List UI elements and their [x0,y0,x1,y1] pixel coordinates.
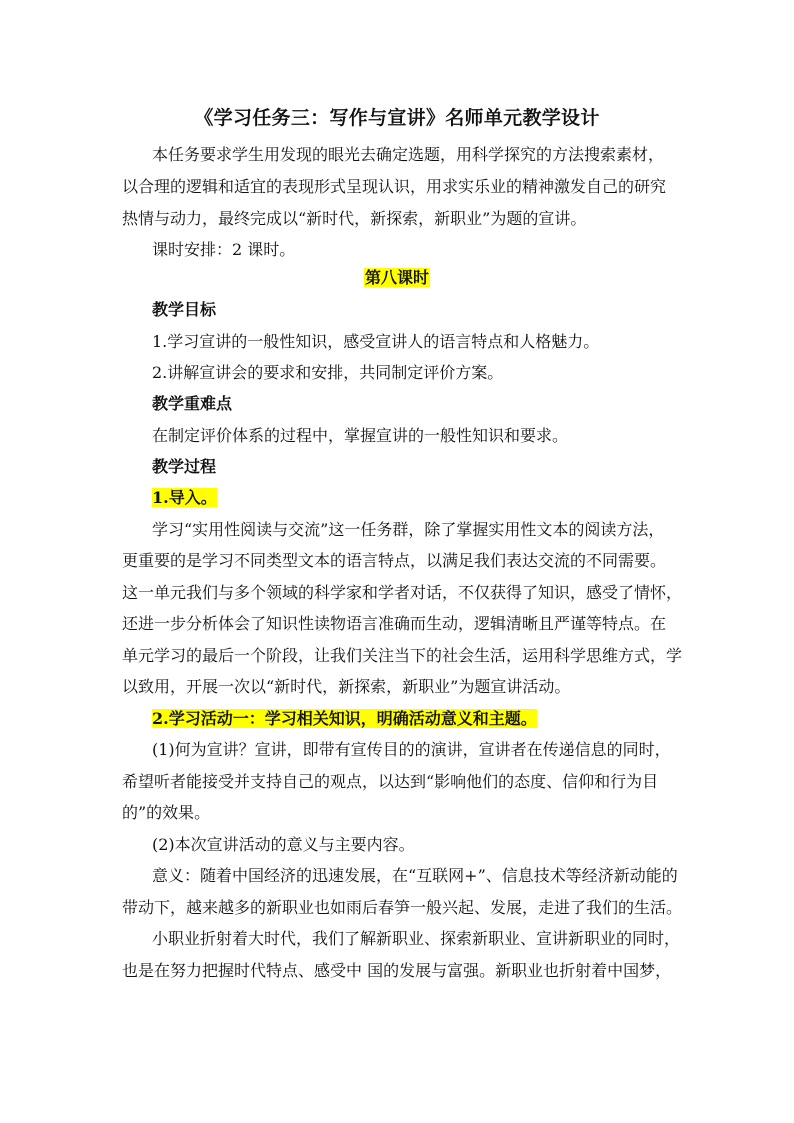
step1-line-6: 以致用，开展一次以“新时代，新探索，新职业”为题宣讲活动。 [122,677,571,696]
intro-line-2: 以合理的逻辑和适宜的表现形式呈现认识，用求实乐业的精神激发自己的研究 [122,177,667,196]
objective-1: 1.学习宣讲的一般性知识，感受宣讲人的语言特点和人格魅力。 [152,332,600,351]
objective-2: 2.讲解宣讲会的要求和安排，共同制定评价方案。 [152,363,504,382]
step2-heading [152,709,537,729]
step2-line-7: 小职业折射着大时代，我们了解新职业、探索新职业、宣讲新职业的同时， [152,929,681,948]
step1-line-2: 更重要的是学习不同类型文本的语言特点，以满足我们表达交流的不同需要。 [122,551,667,570]
lesson-heading-text: 第八课时 [364,268,429,287]
step2-line-1: (1)何为宣讲？宣讲，即带有宣传目的的演讲，宣讲者在传递信息的同时， [152,740,671,759]
document-title: 《学习任务三：写作与宣讲》名师单元教学设计 [194,107,600,129]
step2-line-3: 的”的效果。 [122,803,211,822]
step1-line-3: 这一单元我们与多个领域的科学家和学者对话，不仅获得了知识，感受了情怀， [122,583,683,602]
step1-line-5: 单元学习的最后一个阶段，让我们关注当下的社会生活，运用科学思维方式，学 [122,646,683,665]
step2-line-8: 也是在努力把握时代特点、感受中 国的发展与富强。新职业也折射着中国梦， [122,961,672,980]
step1-line-1: 学习“实用性阅读与交流”这一任务群，除了掌握实用性文本的阅读方法， [152,520,665,539]
intro-line-1: 本任务要求学生用发现的眼光去确定选题，用科学探究的方法搜索素材， [152,145,665,164]
intro-line-3: 热情与动力，最终完成以“新时代，新探索，新职业”为题的宣讲。 [122,209,587,228]
step1-heading [152,488,217,508]
step2-line-6: 带动下，越来越多的新职业也如雨后春笋一般兴起、发展，走进了我们的生活。 [122,898,683,917]
step2-line-2: 希望听者能接受并支持自己的观点，以达到“影响他们的态度、信仰和行为目 [122,772,659,791]
key-points-heading: 教学重难点 [152,394,233,413]
step2-line-4: (2)本次宣讲活动的意义与主要内容。 [152,835,415,854]
lesson-heading [0,268,794,288]
process-heading: 教学过程 [152,457,217,476]
objectives-heading: 教学目标 [152,300,217,319]
schedule-text: 课时安排：2 课时。 [152,240,296,259]
step2-heading-text: 2.学习活动一：学习相关知识，明确活动意义和主题。 [152,709,537,728]
step1-heading-text: 1.导入。 [152,488,217,507]
step2-line-5: 意义：随着中国经济的迅速发展，在“互联网+”、信息技术等经济新动能的 [152,866,678,885]
key-points-text: 在制定评价体系的过程中，掌握宣讲的一般性知识和要求。 [152,426,569,445]
step1-line-4: 还进一步分析体会了知识性读物语言准确而生动，逻辑清晰且严谨等特点。在 [122,614,667,633]
